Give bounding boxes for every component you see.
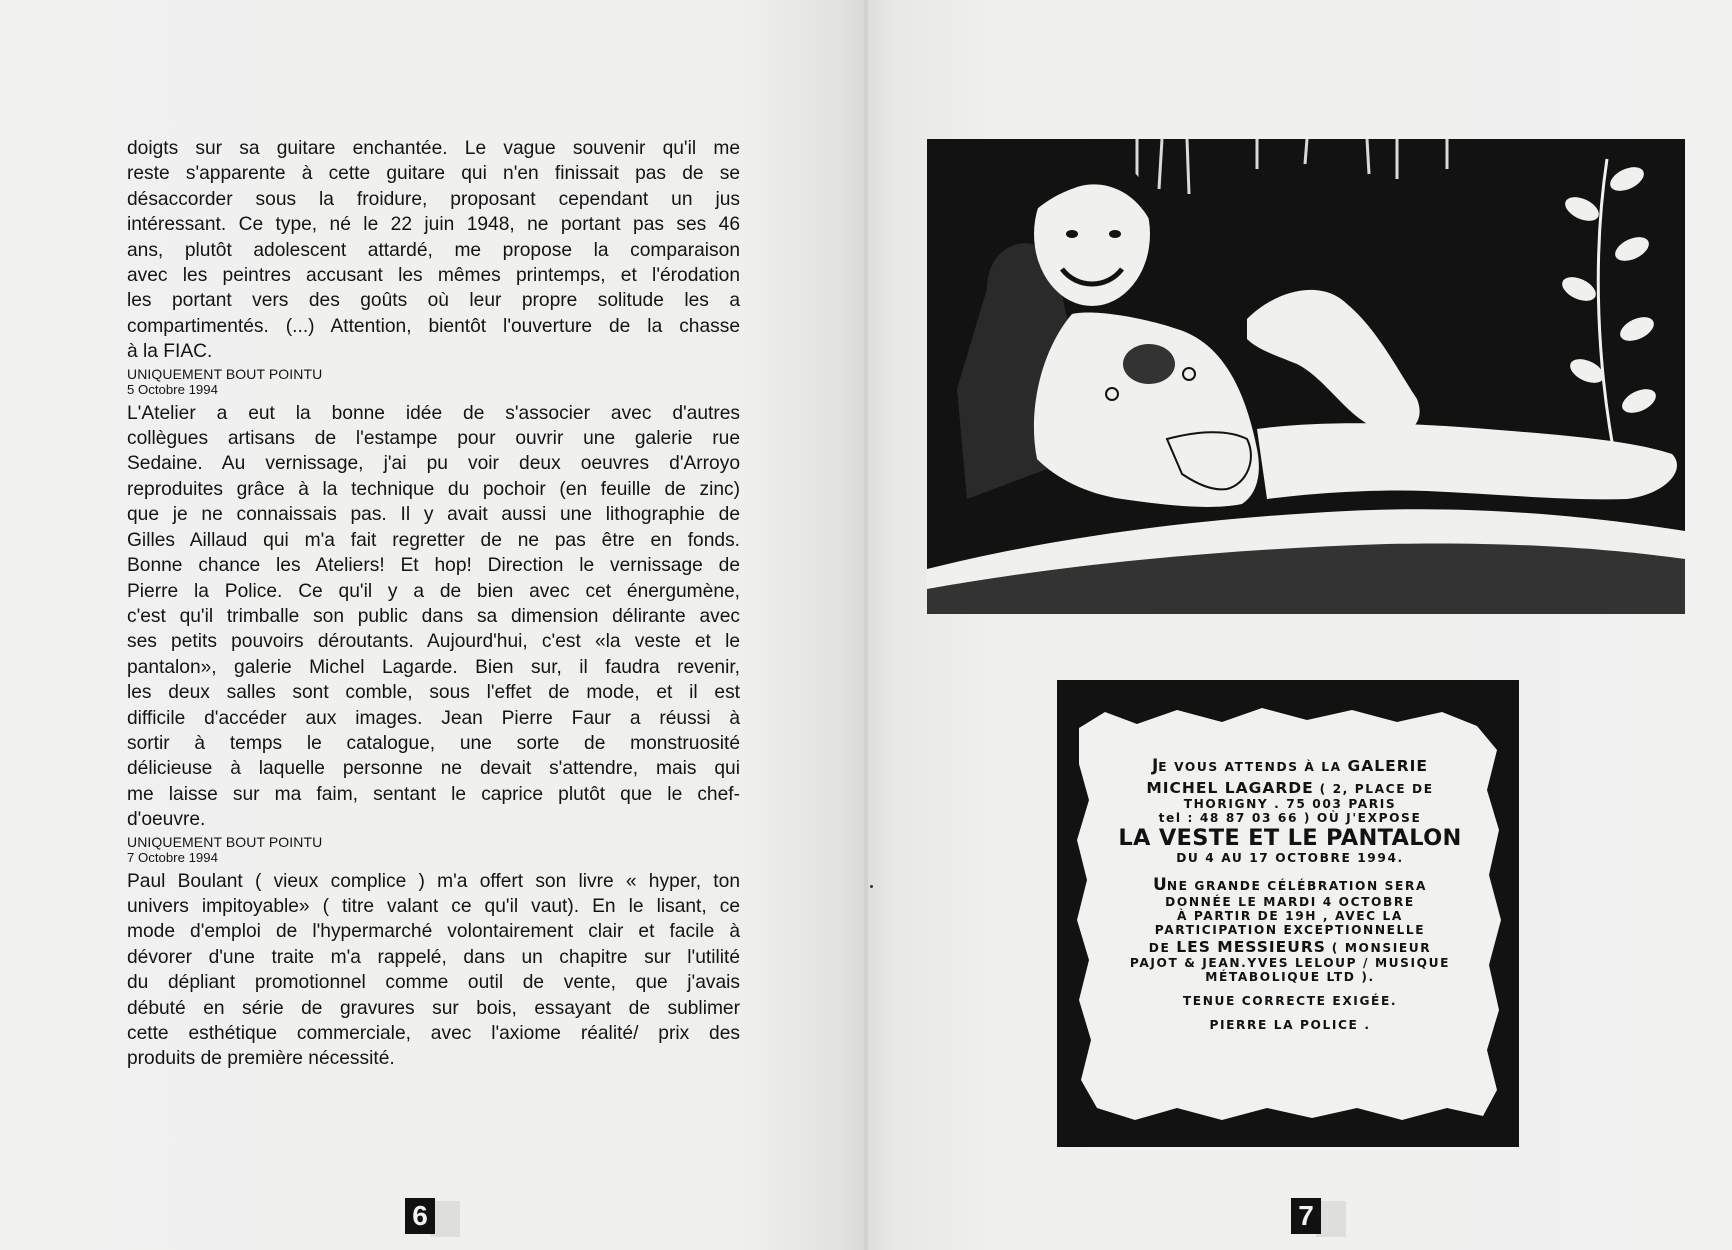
text-line: pantalon», galerie Michel Lagarde. Bien sur, il faudra revenir, bbox=[127, 656, 740, 678]
text-line: compartimentés. (...) Attention, bientôt l'ouverture de la chasse bbox=[127, 315, 740, 337]
book-gutter bbox=[864, 0, 868, 1250]
reclining-man-icon bbox=[927, 139, 1685, 614]
woodcut-illustration bbox=[927, 139, 1685, 614]
text-line: me laisse sur ma faim, sentant le caprice plutôt que le chef- bbox=[127, 783, 740, 805]
text-line: avec les peintres accusant les mêmes printemps, et l'érodation bbox=[127, 265, 740, 287]
text-line: mode d'emploi de l'hypermarché volontairement clair et facile à bbox=[127, 921, 740, 943]
entry-date: 7 Octobre 1994 bbox=[127, 849, 218, 865]
paragraph-boulant bbox=[127, 869, 740, 1072]
text-line: Sedaine. Au vernissage, j'ai pu voir deux oeuvres d'Arroyo bbox=[127, 453, 740, 475]
text-line: reproduites grâce à la technique du pochoir (en feuille de zinc) bbox=[127, 478, 740, 500]
text-line: Pierre la Police. Ce qu'il y a de bien avec cet énergumène, bbox=[127, 580, 740, 602]
text-line: ans, plutôt adolescent attardé, me propose la comparaison bbox=[127, 239, 740, 261]
text-line: intéressant. Ce type, né le 22 juin 1948, ne portant pas ses 46 bbox=[127, 214, 740, 236]
text-line: débuté en série de gravures sur bois, essayant de sublimer bbox=[127, 997, 740, 1019]
text-line: Bonne chance les Ateliers! Et hop! Direction le vernissage de bbox=[127, 555, 740, 577]
text-line: Gilles Aillaud qui m'a fait regretter de ne pas être en fonds. bbox=[127, 529, 740, 551]
text-line: cette esthétique commerciale, avec l'axiome réalité/ prix des bbox=[127, 1023, 740, 1044]
text-line: dévorer d'une traite m'a rappelé, dans un chapitre sur l'utilité bbox=[127, 946, 740, 968]
invitation-card bbox=[1057, 680, 1519, 1147]
text-line: collègues artisans de l'estampe pour ouvrir une galerie rue bbox=[127, 428, 740, 450]
text-line: délicieuse à laquelle personne ne devait s'attendre, mais qui bbox=[127, 758, 740, 780]
text-line: reste s'apparente à cette guitare qui n'en finissait pas de se bbox=[127, 163, 740, 185]
text-line: que je ne connaissais pas. Il y avait aussi une lithographie de bbox=[127, 504, 740, 526]
page-number: 6 bbox=[405, 1198, 435, 1234]
text-line: du dépliant promotionnel comme outil de vente, que j'avais bbox=[127, 972, 740, 994]
text-line: Paul Boulant ( vieux complice ) m'a offert son livre « hyper, ton bbox=[127, 870, 740, 892]
paragraph-atelier bbox=[127, 401, 740, 833]
entry-heading: UNIQUEMENT BOUT POINTU bbox=[127, 833, 323, 850]
text-line: les portant vers des goûts où leur propre solitude les a bbox=[127, 290, 740, 312]
print-speck bbox=[870, 885, 873, 888]
paragraph-guitare bbox=[127, 136, 740, 365]
signature: PIERRE LA POLICE . bbox=[1209, 1018, 1371, 1032]
text-line: sortir à temps le catalogue, une sorte de monstruosité bbox=[127, 732, 740, 754]
text-line: d'oeuvre. bbox=[127, 809, 206, 831]
text-column bbox=[127, 136, 740, 1072]
text-line: produits de première nécessité. bbox=[127, 1048, 395, 1070]
text-line: ses petits pouvoirs déroutants. Aujourd'hui, c'est «la veste et le bbox=[127, 631, 740, 653]
entry-heading: UNIQUEMENT BOUT POINTU bbox=[127, 365, 323, 382]
invitation-text: JE VOUS ATTENDS À LA GALERIE MICHEL LAGARDE ( 2, PLACE DE THORIGNY . 75 003 PARIS tel : 48 87 03 66 ) OÙ J'EXPOSE LA VESTE ET LE PANTALON DU 4 AU 17 OCTOBRE 1994. UNE GRANDE CÉLÉBRATION SERA DONNÉE LE MARDI 4 OCTOBRE À PARTIR DE 19H , AVEC LA PARTICIPATION EXCEPTIONNELLE DE LES MESSIEURS ( MONSIEUR PAJOT & JEAN.YVES LELOUP / MUSIQUE MÉTABOLIQUE LTD ). TENUE CORRECTE EXIGÉE. PIERRE LA POLICE . bbox=[1093, 756, 1487, 1032]
page-number: 7 bbox=[1291, 1198, 1321, 1234]
exhibition-title: LA VESTE ET LE PANTALON bbox=[1118, 825, 1462, 851]
text-line: difficile d'accéder aux images. Jean Pierre Faur a réussi à bbox=[127, 707, 740, 729]
entry-date: 5 Octobre 1994 bbox=[127, 381, 218, 397]
text-line: désaccorder sous la froidure, proposant cependant un jus bbox=[127, 188, 740, 210]
text-line: à la FIAC. bbox=[127, 341, 213, 363]
text-line: c'est qu'il trimballe son public dans sa dimension délirante avec bbox=[127, 605, 740, 627]
text-line: L'Atelier a eut la bonne idée de s'associer avec d'autres bbox=[127, 402, 740, 424]
text-line: univers impitoyable» ( titre valant ce qu'il vaut). En le lisant, ce bbox=[127, 895, 740, 917]
text-line: doigts sur sa guitare enchantée. Le vague souvenir qu'il me bbox=[127, 138, 740, 159]
text-line: les deux salles sont comble, sous l'effet de mode, et il est bbox=[127, 682, 740, 704]
